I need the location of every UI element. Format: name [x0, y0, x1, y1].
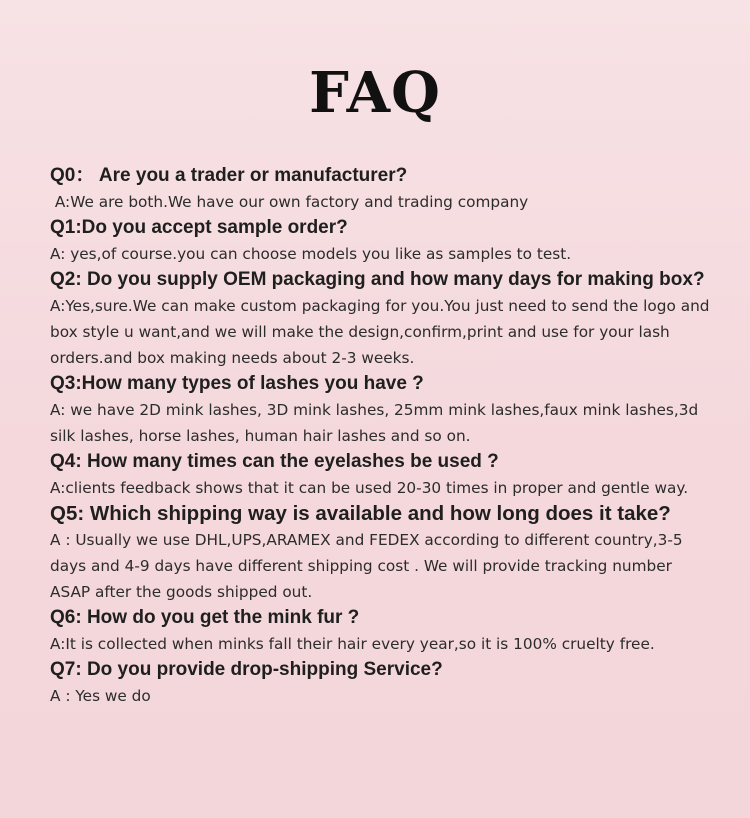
question: Q2: Do you supply OEM packaging and how many days for making box?	[50, 269, 705, 290]
question: Q6: How do you get the mink fur ?	[50, 607, 360, 628]
faq-item-q2	[50, 267, 710, 371]
faq-item-q0	[50, 163, 710, 215]
faq-item-q3	[50, 371, 710, 449]
answer: A:Yes,sure.We can make custom packaging for you.You just need to send the logo and box style u want,and we will make the design,confirm,print and use for your lash orders.and box making needs about 2-3 weeks.	[50, 297, 710, 367]
question: Q5: Which shipping way is available and how long does it take?	[50, 502, 671, 525]
answer: A : Usually we use DHL,UPS,ARAMEX and FEDEX according to different country,3-5 days and 4-9 days have different shipping cost . We will provide tracking number ASAP after the goods shipped out.	[50, 531, 683, 601]
question: Q1:Do you accept sample order?	[50, 217, 348, 238]
faq-item-q1	[50, 215, 710, 267]
faq-item-q6	[50, 605, 710, 657]
answer: A:clients feedback shows that it can be used 20-30 times in proper and gentle way.	[50, 479, 689, 497]
answer: A:It is collected when minks fall their hair every year,so it is 100% cruelty free.	[50, 635, 655, 653]
question: Q0： Are you a trader or manufacturer?	[50, 165, 408, 186]
faq-list	[50, 163, 710, 709]
question: Q4: How many times can the eyelashes be used ?	[50, 451, 499, 472]
page-title: FAQ	[309, 60, 441, 126]
faq-item-q5	[50, 501, 710, 605]
faq-item-q7	[50, 657, 710, 709]
faq-item-q4	[50, 449, 710, 501]
answer: A:We are both.We have our own factory and trading company	[50, 193, 529, 211]
question: Q7: Do you provide drop-shipping Service?	[50, 659, 443, 680]
answer: A: we have 2D mink lashes, 3D mink lashes, 25mm mink lashes,faux mink lashes,3d silk lashes, horse lashes, human hair lashes and so on.	[50, 401, 699, 445]
answer: A : Yes we do	[50, 687, 151, 705]
answer: A: yes,of course.you can choose models you like as samples to test.	[50, 245, 572, 263]
question: Q3:How many types of lashes you have ?	[50, 373, 424, 394]
